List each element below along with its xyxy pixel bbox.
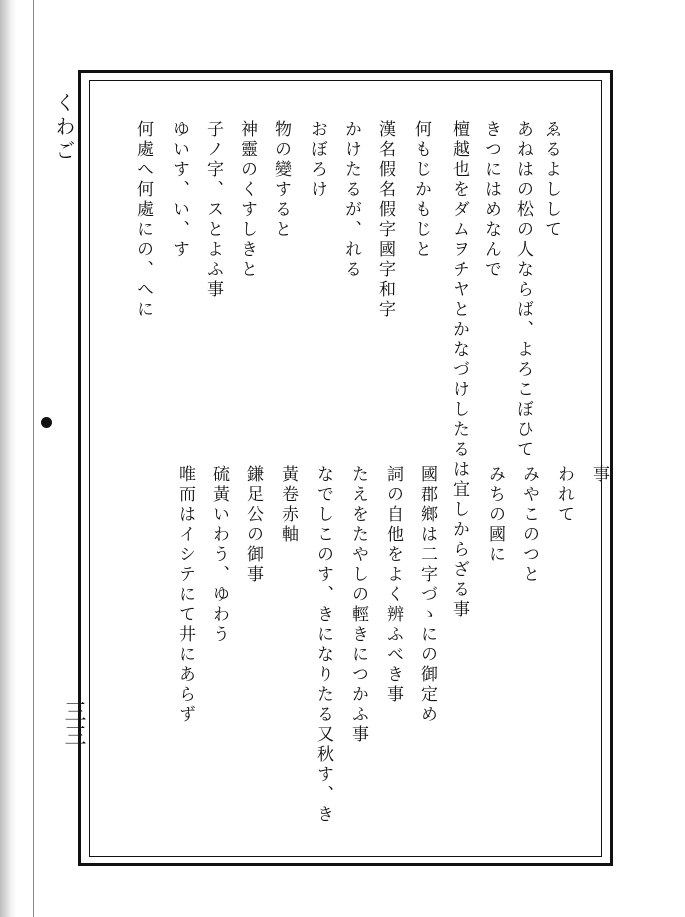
lower-col-8: なでしこのす、きになりたる又秋す、き <box>313 465 333 825</box>
upper-col-6: 漢名假名假字國字和字 <box>375 120 395 320</box>
lower-col-4: みちの國に <box>485 465 505 565</box>
lower-col-10: 鎌足公の御事 <box>243 465 263 585</box>
upper-col-1: ゑるよしして <box>541 120 561 240</box>
lower-col-7: たえをたやしの輕きにつかふ事 <box>348 465 368 745</box>
page-number: 三三 <box>61 700 86 748</box>
upper-col-8: おぼろけ <box>307 120 327 200</box>
registration-dot <box>41 417 52 428</box>
lower-col-11: 硫黃いわう、ゆわう <box>209 465 229 645</box>
upper-col-10: 神靈のくすしきと <box>237 120 257 280</box>
lower-col-6: 詞の自他をよく辨ふべき事 <box>383 465 403 705</box>
upper-col-11: 子ノ字、スとよふ事 <box>203 120 223 300</box>
margin-header: くわご <box>52 92 76 164</box>
upper-col-9: 物の變すると <box>271 120 291 240</box>
lower-col-3: みやこのつと <box>519 465 539 585</box>
binding-line <box>33 0 34 917</box>
upper-col-4: 檀越也をダムヲチヤとかなづけしたるは宜しからざる事 <box>449 120 469 620</box>
page-edge-shadow <box>0 0 16 917</box>
lower-col-2: われて <box>554 465 574 525</box>
upper-col-12: ゆいす、い、す <box>169 120 189 260</box>
upper-col-2: あねはの松の人ならば、よろこぼひて <box>513 120 533 460</box>
upper-col-7: かけたるが、れる <box>341 120 361 280</box>
lower-col-9: 黃卷赤軸 <box>278 465 298 545</box>
lower-col-12: 唯而はイシテにて井にあらず <box>175 465 195 725</box>
lower-col-1: 事 <box>589 465 609 485</box>
upper-col-13: 何處へ何處にの、へに <box>133 120 153 320</box>
upper-col-3: きつにはめなんで <box>481 120 501 280</box>
upper-col-5: 何もじかもじと <box>411 120 431 260</box>
lower-col-5: 國郡鄉は二字づゝにの御定め <box>417 465 437 725</box>
